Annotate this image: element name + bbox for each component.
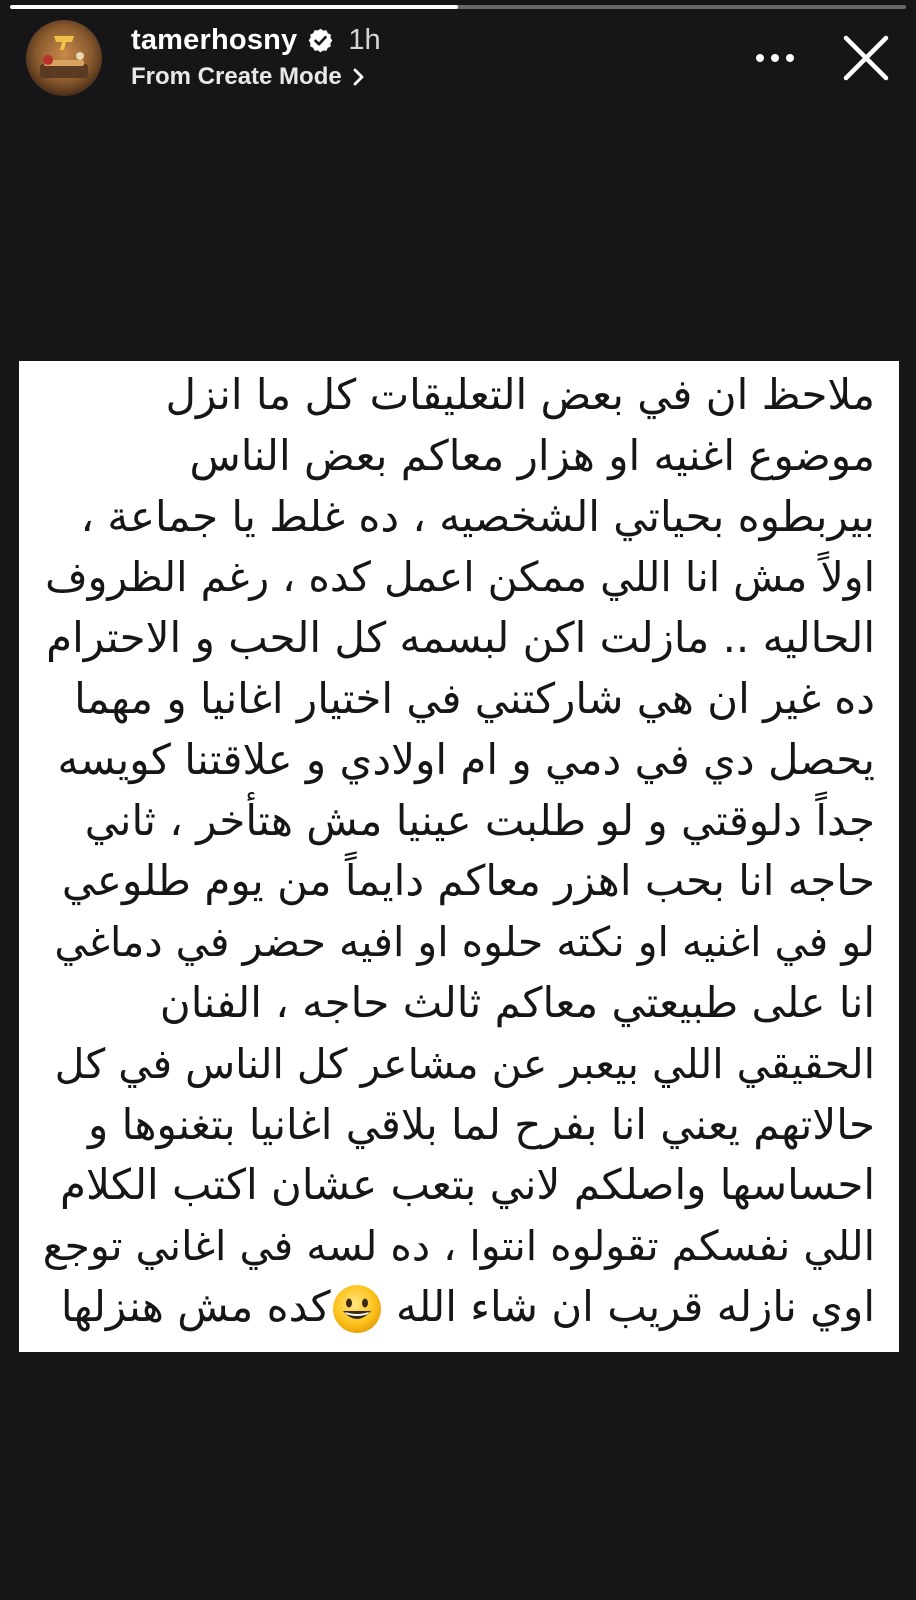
note-line: ملاحظ ان في بعض التعليقات كل ما انزل (165, 370, 875, 419)
note-line: ده غير ان هي شاركتني في اختيار اغانيا و مهما (74, 673, 875, 723)
note-line: بيربطوه بحياتي الشخصيه ، ده غلط يا جماعة ، (80, 491, 875, 541)
more-icon (755, 53, 795, 63)
note-text (43, 365, 875, 1338)
note-card (19, 361, 899, 1352)
note-line: لو في اغنيه او نكته حلوه او افيه حضر في دماغي (54, 918, 875, 967)
note-line: الحقيقي اللي بيعبر عن مشاعر كل الناس في كل (54, 1039, 875, 1088)
verified-badge-icon (307, 27, 334, 54)
story-progress-fill (10, 5, 458, 9)
last-line-end: كده مش هنزلها (60, 1281, 331, 1331)
post-time: 1h (348, 23, 381, 56)
note-line: جداً دلوقتي و لو طلبت عينيا مش هتأخر ، ثاني (84, 795, 875, 845)
note-line: يحصل دي في دمي و ام اولادي و علاقتنا كويسه (57, 734, 875, 784)
more-options-button[interactable] (750, 40, 800, 76)
username-link[interactable]: tamerhosny (131, 23, 298, 56)
note-line: حالاتهم يعني انا بفرح لما بلاقي اغانيا بتغنوها و (87, 1099, 875, 1149)
smile-emoji-icon (331, 1283, 383, 1335)
avatar-icon (26, 20, 102, 96)
note-line: موضوع اغنيه او هزار معاكم بعض الناس (189, 430, 875, 480)
close-icon (842, 34, 890, 82)
note-line: الحاليه .. مازلت اكن لبسمه كل الحب و الاحترام (46, 613, 875, 663)
note-line: احساسها واصلكم لاني بتعب عشان اكتب الكلام (59, 1160, 875, 1210)
create-mode-label: From Create Mode (131, 63, 342, 90)
close-button[interactable] (838, 30, 894, 86)
note-line: انا على طبيعتي معاكم ثالث حاجه ، الفنان (159, 977, 875, 1027)
avatar[interactable] (26, 20, 102, 96)
note-line-last (43, 1277, 875, 1338)
note-line: اللي نفسكم تقولوه انتوا ، ده لسه في اغاني توجع (43, 1222, 875, 1271)
note-line: حاجه انا بحب اهزر معاكم دايماً من يوم طلوعي (61, 856, 875, 906)
story-progress-bar (10, 5, 906, 9)
note-line: اولاً مش انا اللي ممكن اعمل كده ، رغم الظروف (45, 553, 875, 602)
last-line-start: اوي نازله قريب ان شاء الله (382, 1281, 875, 1331)
create-mode-link[interactable] (131, 60, 366, 94)
chevron-right-icon (352, 67, 366, 87)
